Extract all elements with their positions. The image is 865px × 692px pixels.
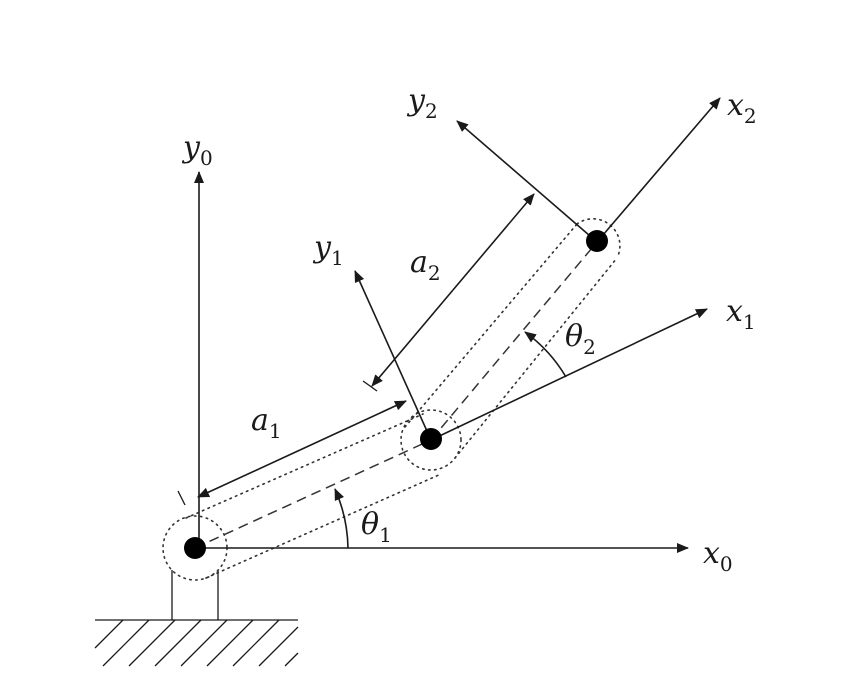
label-theta2: θ2 [565,319,596,359]
a1-dimension [178,401,406,505]
y2-axis [457,121,597,242]
label-a2: a2 [410,245,441,285]
end-effector [586,230,608,252]
label-y0: y0 [183,130,213,170]
link-1-centerline [195,440,431,548]
joint-1 [420,428,442,450]
label-x0: x0 [703,536,733,576]
y1-axis [355,271,431,440]
x2-axis [597,98,720,242]
theta2-arc [525,332,566,377]
base-joint [184,537,206,559]
label-x2: x2 [727,88,757,128]
label-theta1: θ1 [361,507,392,547]
a2-dimension [363,194,534,391]
label-x1: x1 [726,294,756,334]
ground-hatching [95,620,298,666]
label-y2: y2 [408,83,438,123]
label-y1: y1 [314,230,344,270]
ground [95,570,298,666]
theta1-arc [335,489,348,548]
label-a1: a1 [251,403,282,443]
